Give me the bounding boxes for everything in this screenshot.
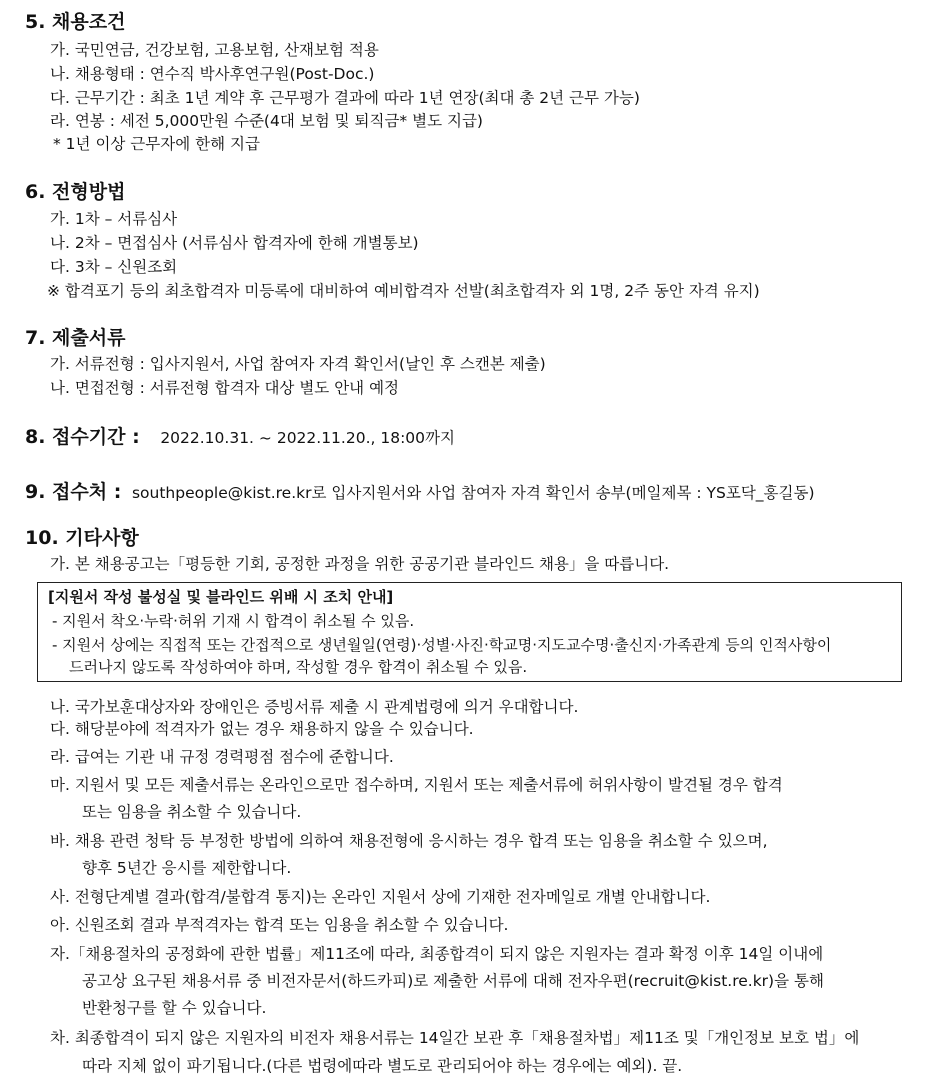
section-10-item-cont: 공고상 요구된 채용서류 중 비전자문서(하드카피)로 제출한 서류에 대해 전자우편(recruit@kist.re.kr)을 통해 [82, 972, 824, 990]
section-6-item: 다. 3차 – 신원조회 [50, 258, 178, 276]
section-10-item: 아. 신원조회 결과 부적격자는 합격 또는 임용을 취소할 수 있습니다. [50, 916, 509, 934]
section-10-item-cont: 향후 5년간 응시를 제한합니다. [82, 859, 292, 877]
section-6-item: 나. 2차 – 면접심사 (서류심사 합격자에 한해 개별통보) [50, 234, 419, 252]
section-5-footnote: * 1년 이상 근무자에 한해 지급 [53, 135, 260, 153]
section-10-item: 차. 최종합격이 되지 않은 지원자의 비전자 채용서류는 14일간 보관 후「채용절차법」제11조 및「개인정보 보호 법」에 [50, 1029, 860, 1047]
section-8-title: 8. 접수기간 : [25, 426, 140, 448]
section-6-note: ※ 합격포기 등의 최초합격자 미등록에 대비하여 예비합격자 선발(최초합격자 외 1명, 2주 동안 자격 유지) [47, 282, 760, 300]
section-9-row [25, 480, 815, 505]
section-10-item-cont: 따라 지체 없이 파기됩니다.(다른 법령에따라 별도로 관리되어야 하는 경우에는 예외). 끝. [82, 1057, 683, 1075]
section-7-item: 가. 서류전형 : 입사지원서, 사업 참여자 자격 확인서(날인 후 스캔본 제출) [50, 355, 546, 373]
blind-notice-box [37, 582, 902, 682]
section-5-item: 나. 채용형태 : 연수직 박사후연구원(Post-Doc.) [50, 65, 375, 83]
section-10-intro: 가. 본 채용공고는「평등한 기회, 공정한 과정을 위한 공공기관 블라인드 채용」을 따릅니다. [50, 555, 670, 573]
section-10-item: 다. 해당분야에 적격자가 없는 경우 채용하지 않을 수 있습니다. [50, 720, 474, 738]
blind-notice-line: 드러나지 않도록 작성하여야 하며, 작성할 경우 합격이 취소될 수 있음. [69, 658, 528, 676]
section-8-value: 2022.10.31. ~ 2022.11.20., 18:00까지 [160, 429, 455, 447]
blind-notice-line: - 지원서 착오·누락·허위 기재 시 합격이 취소될 수 있음. [52, 612, 415, 630]
section-7-item: 나. 면접전형 : 서류전형 합격자 대상 별도 안내 예정 [50, 379, 400, 397]
blind-notice-title: [지원서 작성 불성실 및 블라인드 위배 시 조치 안내] [48, 588, 394, 606]
section-10-item: 라. 급여는 기관 내 규정 경력평점 점수에 준합니다. [50, 748, 394, 766]
section-9-value: southpeople@kist.re.kr로 입사지원서와 사업 참여자 자격 확인서 송부(메일제목 : YS포닥_홍길동) [131, 484, 815, 502]
section-6-title: 6. 전형방법 [25, 181, 126, 203]
blind-notice-line: - 지원서 상에는 직접적 또는 간접적으로 생년월일(연령)·성별·사진·학교명·지도교수명·출신지·가족관계 등의 인적사항이 [52, 636, 832, 654]
section-7-title: 7. 제출서류 [25, 327, 126, 349]
section-10-item: 나. 국가보훈대상자와 장애인은 증빙서류 제출 시 관계법령에 의거 우대합니다. [50, 698, 579, 716]
section-10-item-cont: 또는 임용을 취소할 수 있습니다. [82, 803, 302, 821]
section-8-row [25, 425, 455, 450]
section-10-item: 자.「채용절차의 공정화에 관한 법률」제11조에 따라, 최종합격이 되지 않은 지원자는 결과 확정 이후 14일 이내에 [50, 945, 824, 963]
section-10-item: 바. 채용 관련 청탁 등 부정한 방법에 의하여 채용전형에 응시하는 경우 합격 또는 임용을 취소할 수 있으며, [50, 832, 768, 850]
section-5-title: 5. 채용조건 [25, 11, 126, 33]
section-6-item: 가. 1차 – 서류심사 [50, 210, 178, 228]
section-9-title: 9. 접수처 : [25, 481, 122, 503]
section-5-item: 라. 연봉 : 세전 5,000만원 수준(4대 보험 및 퇴직금* 별도 지급) [50, 112, 483, 130]
section-5-item: 가. 국민연금, 건강보험, 고용보험, 산재보험 적용 [50, 41, 379, 59]
section-10-item: 사. 전형단계별 결과(합격/불합격 통지)는 온라인 지원서 상에 기재한 전자메일로 개별 안내합니다. [50, 888, 711, 906]
section-10-item: 마. 지원서 및 모든 제출서류는 온라인으로만 접수하며, 지원서 또는 제출서류에 허위사항이 발견될 경우 합격 [50, 776, 783, 794]
section-10-title: 10. 기타사항 [25, 527, 139, 549]
section-5-item: 다. 근무기간 : 최초 1년 계약 후 근무평가 결과에 따라 1년 연장(최대 총 2년 근무 가능) [50, 89, 640, 107]
section-10-item-cont: 반환청구를 할 수 있습니다. [82, 999, 267, 1017]
